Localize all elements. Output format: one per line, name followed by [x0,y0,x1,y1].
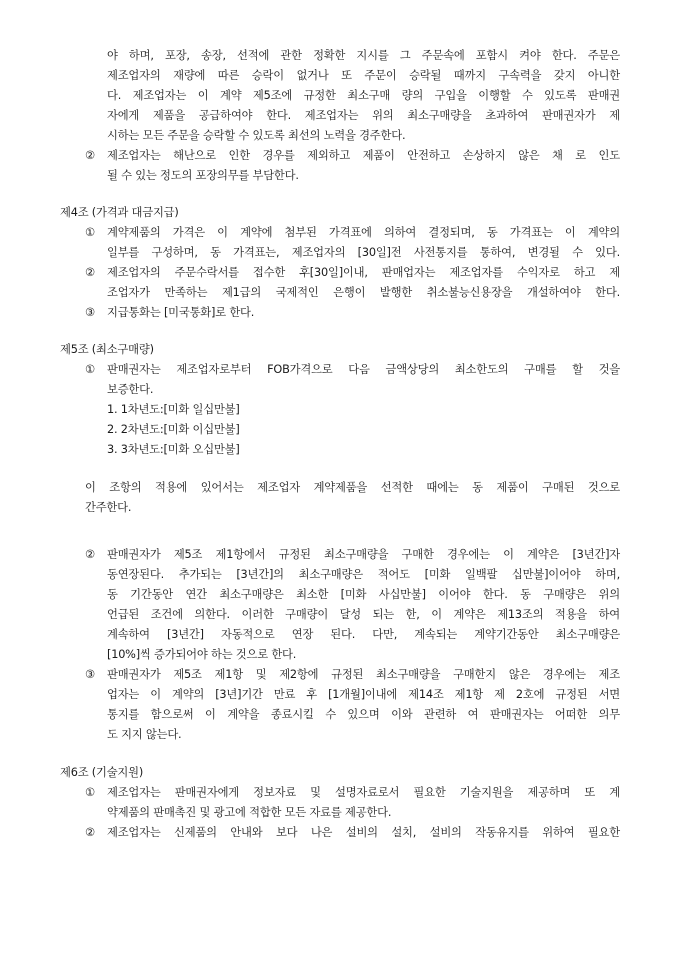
article-4-title: 제4조 (가격과 대금지급) [60,206,179,219]
text-line: 도 지지 않는다. [107,728,182,741]
list-marker: ① [85,786,95,799]
text-line: 다. 제조업자는 이 계약 제5조에 규정한 최소구매 량의 구입을 이행할 수 있도록 판매권 [107,89,620,102]
year-item: 1. 1차년도:[미화 일십만불] [107,403,240,416]
text-line: 지급통화는 [미국통화]로 한다. [107,306,255,319]
text-line: 계약제품의 가격은 이 계약에 첨부된 가격표에 의하여 결정되며, 동 가격표는 이 계약의 [107,226,620,239]
list-marker: ② [85,826,95,839]
text-line: 판매권자가 제5조 제1항에서 규정된 최소구매량을 구매한 경우에는 이 계약은 [3년간]자 [107,548,620,561]
text-line: 제조업자는 판매권자에게 정보자료 및 설명자료로서 필요한 기술지원을 제공하며 또 계 [107,786,620,799]
text-line: 제조업자는 해난으로 인한 경우를 제외하고 제품이 안전하고 손상하지 않은 채 로 인도 [107,149,620,162]
text-line: 보증한다. [107,383,154,396]
text-line: 약제품의 판매촉진 및 광고에 적합한 모든 자료를 제공한다. [107,806,392,819]
text-line: 판매권자는 제조업자로부터 FOB가격으로 다음 금액상당의 최소한도의 구매를 할 것을 [107,363,620,376]
text-line: 간주한다. [85,501,132,514]
year-item: 3. 3차년도:[미화 오십만불] [107,443,240,456]
list-marker: ① [85,363,95,376]
article-6-title: 제6조 (기술지원) [60,766,144,779]
text-line: 동 기간동안 연간 최소구매량은 최소한 [미화 사십만불] 이어야 한다. 동 구매량은 위의 [107,588,620,601]
text-line: 동연장된다. 추가되는 [3년간]의 최소구매량은 적어도 [미화 일백팔 십만불]이어야 하며, [107,568,620,581]
text-line: 자에게 제품을 공급하여야 한다. 제조업자는 위의 최소구매량을 초과하여 판매권자가 제 [107,109,620,122]
text-line: 이 조항의 적용에 있어서는 제조업자 계약제품을 선적한 때에는 동 제품이 구매된 것으로 [85,481,620,494]
text-line: 일부를 구성하며, 동 가격표는, 제조업자의 [30일]전 사전통지를 통하여, 변경될 수 있다. [107,246,620,259]
text-line: 판매권자가 제5조 제1항 및 제2항에 규정된 최소구매량을 구매한지 않은 경우에는 제조 [107,668,620,681]
text-line: 야 하며, 포장, 송장, 선적에 관한 정확한 지시를 그 주문속에 포함시 켜야 한다. 주문은 [107,49,620,62]
text-line: 조업자가 만족하는 제1급의 국제적인 은행이 발행한 취소불능신용장을 개설하여야 한다. [107,286,620,299]
article-5-title: 제5조 (최소구매량) [60,343,154,356]
list-marker: ② [85,548,95,561]
text-line: [10%]씩 증가되어야 하는 것으로 한다. [107,648,297,661]
text-line: 언급된 조건에 의한다. 이러한 구매량이 달성 되는 한, 이 계약은 제13조의 적용을 하여 [107,608,620,621]
list-marker: ② [85,266,95,279]
list-marker: ① [85,226,95,239]
text-line: 제조업자의 주문수락서를 접수한 후[30일]이내, 판매업자는 제조업자를 수익자로 하고 제 [107,266,620,279]
year-item: 2. 2차년도:[미화 이십만불] [107,423,240,436]
text-line: 통지를 함으로써 이 계약을 종료시킬 수 있으며 이와 관련하 여 판매권자는 어떠한 의무 [107,708,620,721]
list-marker: ③ [85,668,95,681]
text-line: 제조업자의 재량에 따른 승락이 없거나 또 주문이 승락될 때까지 구속력을 갖지 아니한 [107,69,620,82]
text-line: 될 수 있는 정도의 포장의무를 부담한다. [107,169,299,182]
text-line: 제조업자는 신제품의 안내와 보다 나은 설비의 설치, 설비의 작동유지를 위하여 필요한 [107,826,620,839]
text-line: 계속하여 [3년간] 자동적으로 연장 된다. 다만, 계속되는 계약기간동안 최소구매량은 [107,628,620,641]
list-marker: ③ [85,306,95,319]
text-line: 업자는 이 계약의 [3년]기간 만료 후 [1개월]이내에 제14조 제1항 제 2호에 규정된 서면 [107,688,620,701]
text-line: 시하는 모든 주문을 승락할 수 있도록 최선의 노력을 경주한다. [107,129,406,142]
list-marker: ② [85,149,95,162]
